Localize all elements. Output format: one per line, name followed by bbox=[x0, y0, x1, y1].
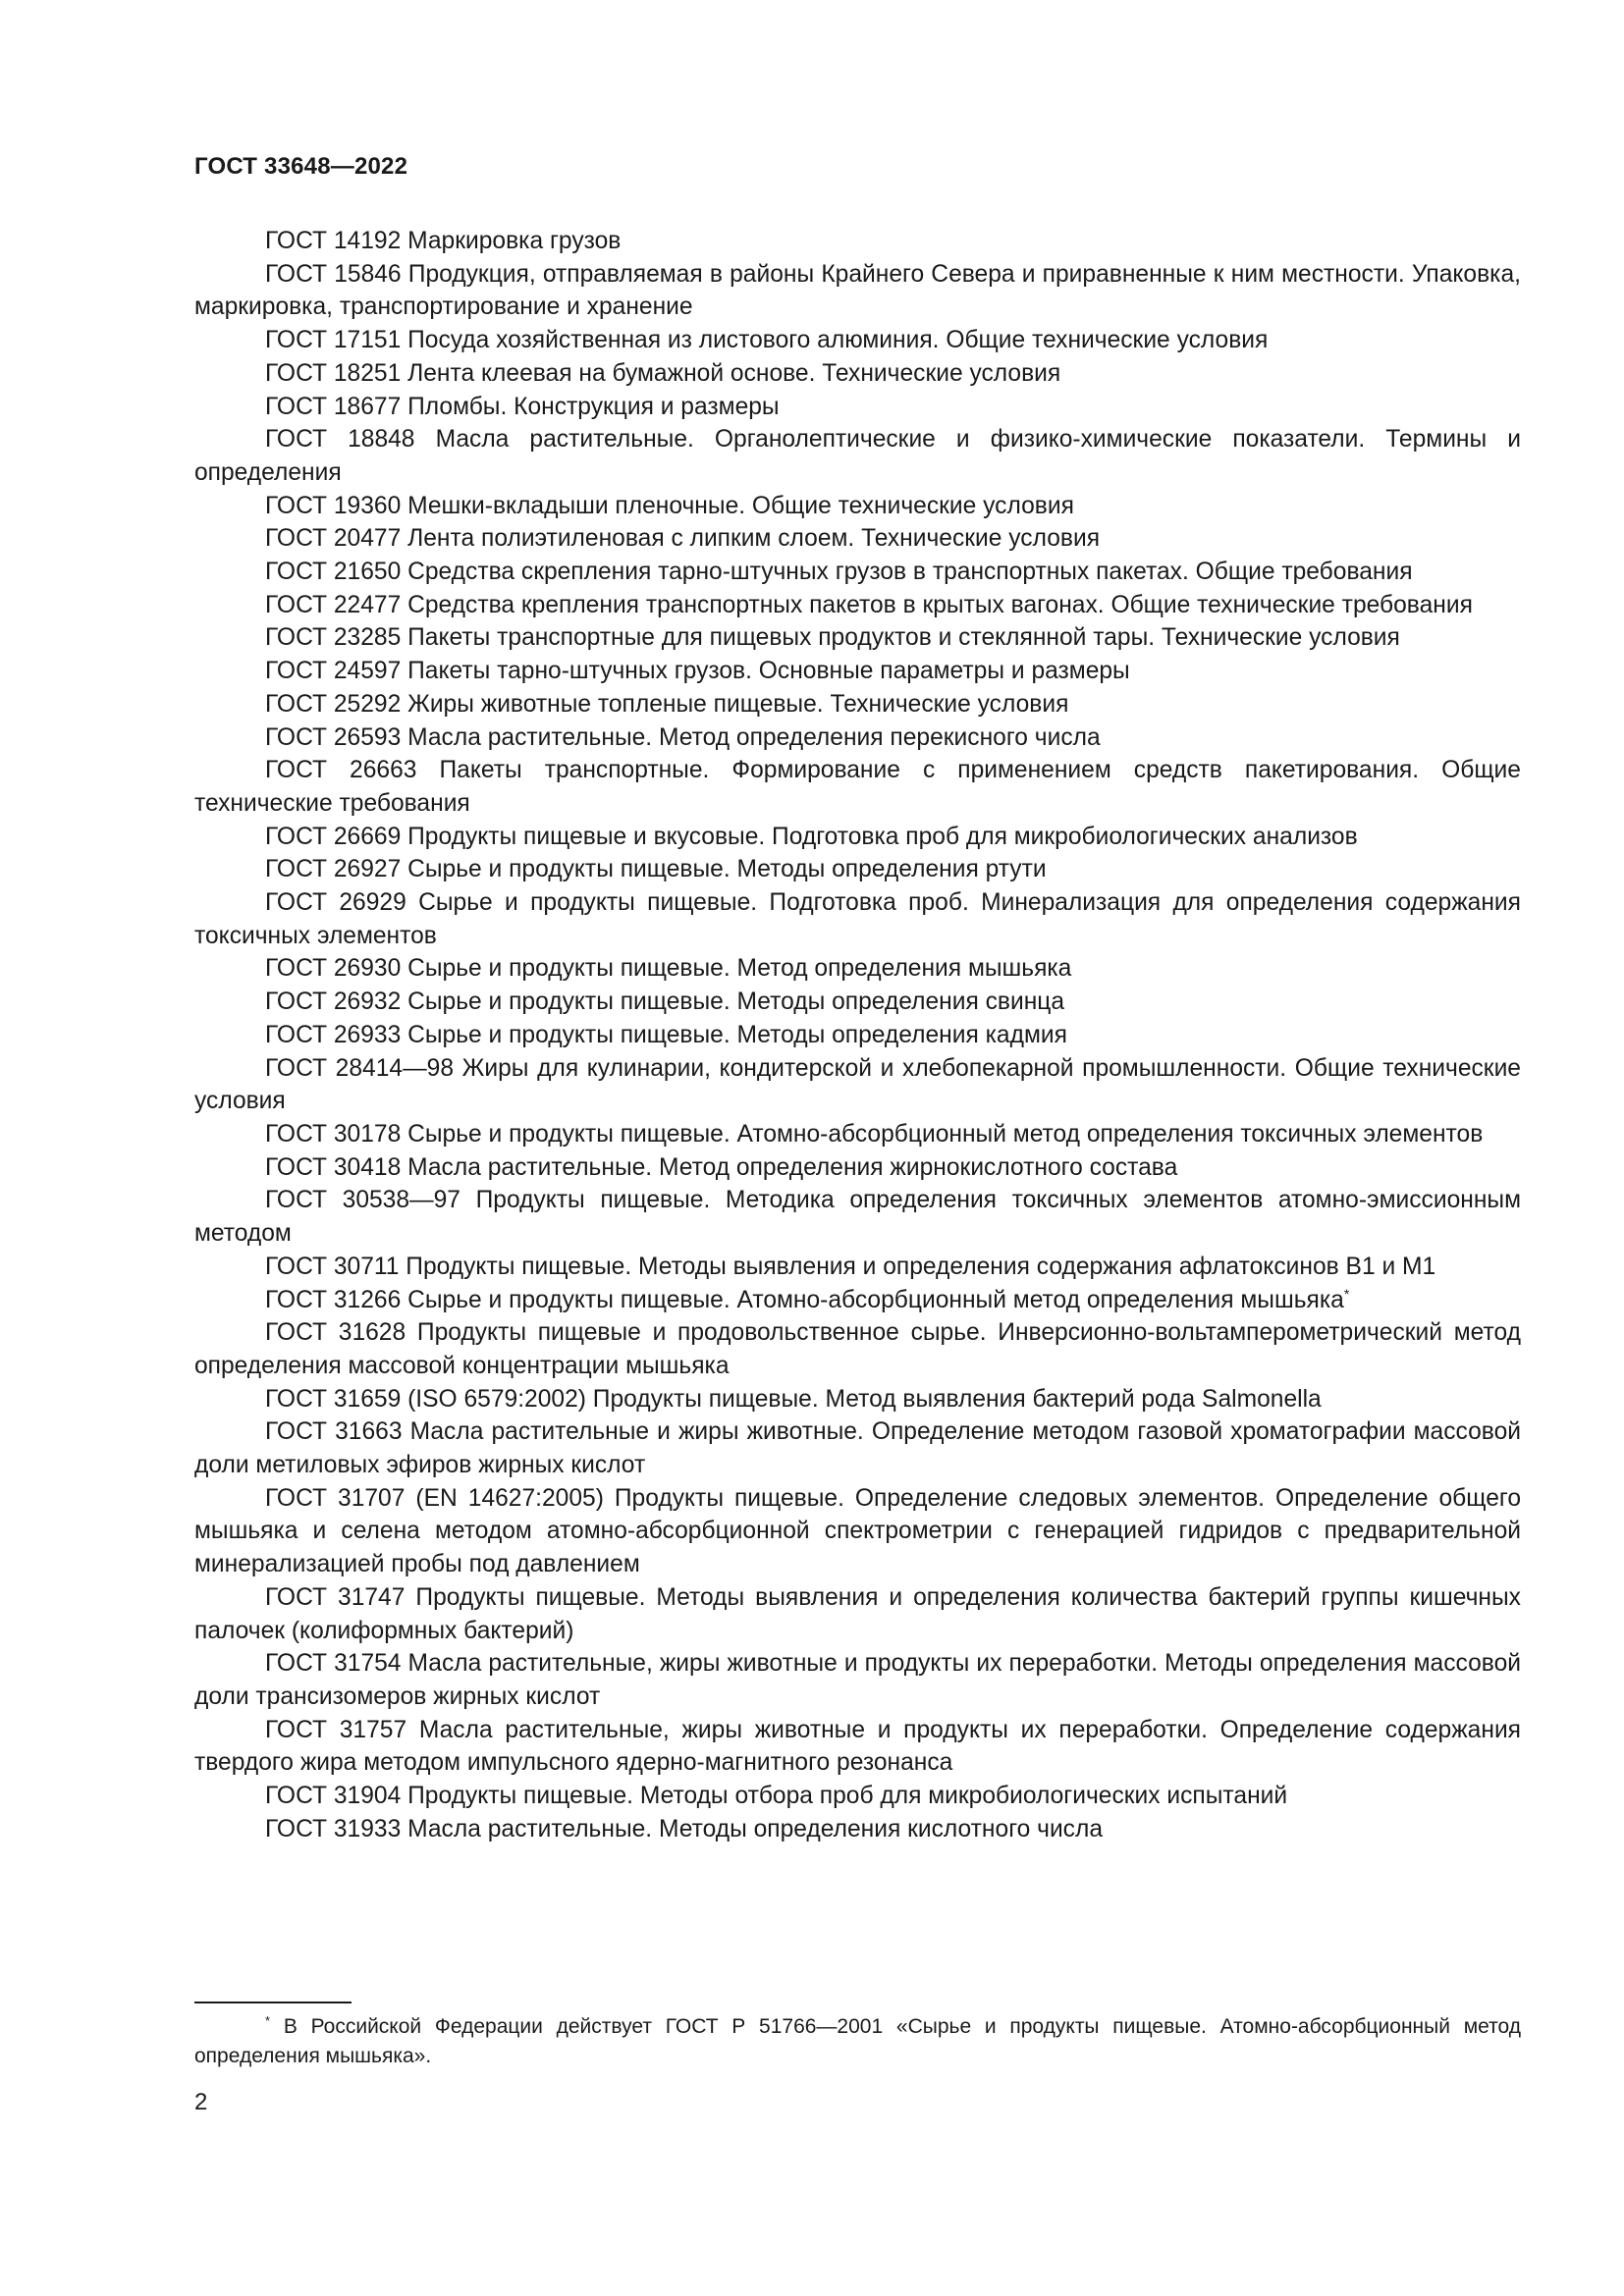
reference-title: Пломбы. Конструкция и размеры bbox=[407, 393, 780, 420]
reference-code: ГОСТ 30178 bbox=[265, 1120, 402, 1148]
reference-title: Продукты пищевые. Методика определения токсичных элементов атомно-эмиссионным методом bbox=[194, 1187, 1521, 1248]
reference-code: ГОСТ 30418 bbox=[265, 1153, 402, 1181]
reference-item bbox=[194, 721, 1521, 755]
reference-item bbox=[194, 1482, 1521, 1581]
reference-code: ГОСТ 31659 bbox=[265, 1385, 402, 1413]
normative-references-list bbox=[194, 225, 1521, 1845]
reference-code: ГОСТ 26669 bbox=[265, 823, 402, 850]
footnote-text: В Российской Федерации действует ГОСТ Р 51766—2001 «Сырье и продукты пищевые. Атомно-абсорбционный метод определения мышьяка». bbox=[194, 2015, 1522, 2067]
reference-title: Лента полиэтиленовая с липким слоем. Технические условия bbox=[407, 525, 1101, 553]
reference-title: Посуда хозяйственная из листового алюминия. Общие технические условия bbox=[407, 327, 1269, 354]
reference-item bbox=[194, 655, 1521, 688]
reference-item bbox=[194, 886, 1521, 952]
reference-code: ГОСТ 23285 bbox=[265, 624, 402, 652]
reference-item bbox=[194, 1019, 1521, 1052]
reference-code: ГОСТ 20477 bbox=[265, 525, 402, 553]
reference-code: ГОСТ 26927 bbox=[265, 856, 402, 883]
reference-item bbox=[194, 258, 1521, 324]
footnote-mark: * bbox=[265, 2013, 271, 2028]
reference-title: Сырье и продукты пищевые. Атомно-абсорбционный метод определения мышьяка bbox=[407, 1286, 1344, 1313]
reference-item bbox=[194, 225, 1521, 258]
reference-code: ГОСТ 25292 bbox=[265, 690, 402, 718]
reference-item bbox=[194, 1780, 1521, 1813]
reference-item bbox=[194, 522, 1521, 556]
reference-code: ГОСТ 26930 bbox=[265, 955, 402, 983]
reference-title: (ISO 6579:2002) Продукты пищевые. Метод выявления бактерий рода Salmonella bbox=[407, 1385, 1322, 1413]
footnote bbox=[194, 2012, 1521, 2071]
reference-code: ГОСТ 26663 bbox=[265, 757, 417, 784]
reference-title: Продукты пищевые. Методы выявления и определения содержания афлатоксинов В1 и М1 bbox=[406, 1253, 1436, 1280]
reference-code: ГОСТ 31663 bbox=[265, 1418, 403, 1446]
page-header: ГОСТ 33648—2022 bbox=[194, 153, 408, 180]
reference-title: Масла растительные, жиры животные и продукты их переработки. Методы определения массовой доли трансизомеров жирных кислот bbox=[194, 1650, 1521, 1710]
reference-item bbox=[194, 1316, 1521, 1382]
reference-code: ГОСТ 19360 bbox=[265, 492, 402, 519]
reference-title: Масла растительные. Методы определения кислотного числа bbox=[407, 1815, 1104, 1842]
reference-code: ГОСТ 26593 bbox=[265, 723, 402, 751]
reference-item bbox=[194, 1184, 1521, 1250]
reference-code: ГОСТ 17151 bbox=[265, 327, 402, 354]
reference-title: Средства крепления транспортных пакетов в крытых вагонах. Общие технические требования bbox=[407, 591, 1473, 618]
reference-item bbox=[194, 821, 1521, 854]
reference-code: ГОСТ 22477 bbox=[265, 591, 402, 618]
footnote-separator bbox=[194, 2002, 352, 2003]
reference-item bbox=[194, 391, 1521, 424]
reference-item bbox=[194, 1284, 1521, 1317]
reference-item bbox=[194, 423, 1521, 489]
reference-item bbox=[194, 1151, 1521, 1185]
reference-title: Продукты пищевые. Методы выявления и определения количества бактерий группы кишечных палочек (колиформных бактерий) bbox=[194, 1583, 1521, 1644]
reference-title: (EN 14627:2005) Продукты пищевые. Определение следовых элементов. Определение общего мышьяка и селена методом атомно-абсорбционной спектрометрии с генерацией гидридов с предварительной минерализацией пробы под давлением bbox=[194, 1484, 1521, 1578]
reference-code: ГОСТ 30538—97 bbox=[265, 1187, 460, 1214]
reference-code: ГОСТ 31933 bbox=[265, 1815, 402, 1842]
reference-item bbox=[194, 986, 1521, 1019]
reference-title: Жиры для кулинарии, кондитерской и хлебопекарной промышленности. Общие технические условия bbox=[194, 1054, 1521, 1115]
reference-item bbox=[194, 556, 1521, 589]
reference-code: ГОСТ 21650 bbox=[265, 559, 402, 586]
reference-title: Сырье и продукты пищевые. Методы определения кадмия bbox=[407, 1021, 1067, 1048]
reference-title: Сырье и продукты пищевые. Методы определения ртути bbox=[407, 856, 1047, 883]
reference-title: Масла растительные. Метод определения жирнокислотного состава bbox=[407, 1153, 1178, 1181]
reference-item bbox=[194, 621, 1521, 655]
page-number: 2 bbox=[194, 2089, 208, 2115]
reference-item bbox=[194, 1581, 1521, 1647]
reference-code: ГОСТ 30711 bbox=[265, 1253, 400, 1280]
reference-title: Сырье и продукты пищевые. Атомно-абсорбционный метод определения токсичных элементов bbox=[407, 1120, 1484, 1148]
reference-item bbox=[194, 1052, 1521, 1118]
reference-code: ГОСТ 14192 bbox=[265, 228, 402, 254]
reference-item bbox=[194, 688, 1521, 721]
reference-code: ГОСТ 18848 bbox=[265, 426, 415, 454]
reference-item bbox=[194, 324, 1521, 357]
reference-title: Масла растительные. Органолептические и физико-химические показатели. Термины и определения bbox=[194, 426, 1521, 486]
reference-code: ГОСТ 26932 bbox=[265, 988, 402, 1016]
reference-item bbox=[194, 754, 1521, 820]
reference-title: Мешки-вкладыши пленочные. Общие технические условия bbox=[407, 492, 1074, 519]
reference-item bbox=[194, 952, 1521, 986]
reference-title: Сырье и продукты пищевые. Метод определения мышьяка bbox=[407, 955, 1072, 983]
reference-item bbox=[194, 853, 1521, 886]
reference-title: Сырье и продукты пищевые. Методы определения свинца bbox=[407, 988, 1065, 1016]
reference-title: Маркировка грузов bbox=[407, 228, 622, 254]
reference-title: Продукты пищевые. Методы отбора проб для микробиологических испытаний bbox=[407, 1783, 1288, 1810]
reference-code: ГОСТ 31707 bbox=[265, 1484, 406, 1512]
reference-code: ГОСТ 26933 bbox=[265, 1021, 402, 1048]
reference-code: ГОСТ 28414—98 bbox=[265, 1054, 455, 1082]
reference-code: ГОСТ 31747 bbox=[265, 1583, 406, 1611]
reference-code: ГОСТ 31757 bbox=[265, 1716, 407, 1743]
reference-title: Масла растительные. Метод определения перекисного числа bbox=[407, 723, 1101, 751]
reference-item bbox=[194, 1813, 1521, 1846]
reference-item bbox=[194, 1714, 1521, 1780]
reference-title: Жиры животные топленые пищевые. Технические условия bbox=[407, 690, 1069, 718]
reference-code: ГОСТ 31904 bbox=[265, 1783, 402, 1810]
reference-code: ГОСТ 18251 bbox=[265, 359, 402, 387]
reference-title: Продукты пищевые и вкусовые. Подготовка проб для микробиологических анализов bbox=[407, 823, 1358, 850]
reference-code: ГОСТ 31266 bbox=[265, 1286, 402, 1313]
reference-title: Лента клеевая на бумажной основе. Технические условия bbox=[407, 359, 1061, 387]
reference-item bbox=[194, 1383, 1521, 1416]
reference-title: Масла растительные и жиры животные. Определение методом газовой хроматографии массовой доли метиловых эфиров жирных кислот bbox=[194, 1418, 1521, 1479]
reference-title: Сырье и продукты пищевые. Подготовка проб. Минерализация для определения содержания токсичных элементов bbox=[194, 889, 1521, 949]
reference-title: Средства скрепления тарно-штучных грузов в транспортных пакетах. Общие требования bbox=[407, 559, 1413, 586]
reference-item bbox=[194, 1415, 1521, 1481]
reference-title: Пакеты транспортные для пищевых продуктов и стеклянной тары. Технические условия bbox=[407, 624, 1400, 652]
reference-title: Продукция, отправляемая в районы Крайнего Севера и приравненные к ним местности. Упаковка, маркировка, транспортирование и хранение bbox=[194, 260, 1521, 321]
reference-title: Масла растительные, жиры животные и продукты их переработки. Определение содержания твердого жира методом импульсного ядерно-магнитного резонанса bbox=[194, 1716, 1521, 1777]
reference-item bbox=[194, 357, 1521, 391]
reference-code: ГОСТ 18677 bbox=[265, 393, 402, 420]
reference-code: ГОСТ 31754 bbox=[265, 1650, 402, 1678]
reference-item bbox=[194, 490, 1521, 523]
reference-code: ГОСТ 31628 bbox=[265, 1319, 406, 1347]
footnote-reference-mark: * bbox=[1343, 1285, 1350, 1302]
reference-item bbox=[194, 589, 1521, 622]
reference-item bbox=[194, 1118, 1521, 1151]
reference-code: ГОСТ 26929 bbox=[265, 889, 406, 917]
reference-item bbox=[194, 1251, 1521, 1284]
reference-title: Пакеты тарно-штучных грузов. Основные параметры и размеры bbox=[407, 658, 1130, 685]
reference-title: Продукты пищевые и продовольственное сырье. Инверсионно-вольтамперометрический метод определения массовой концентрации мышьяка bbox=[194, 1319, 1521, 1379]
reference-code: ГОСТ 24597 bbox=[265, 658, 402, 685]
reference-title: Пакеты транспортные. Формирование с применением средств пакетирования. Общие технические требования bbox=[194, 757, 1521, 817]
reference-code: ГОСТ 15846 bbox=[265, 260, 402, 288]
reference-item bbox=[194, 1647, 1521, 1713]
